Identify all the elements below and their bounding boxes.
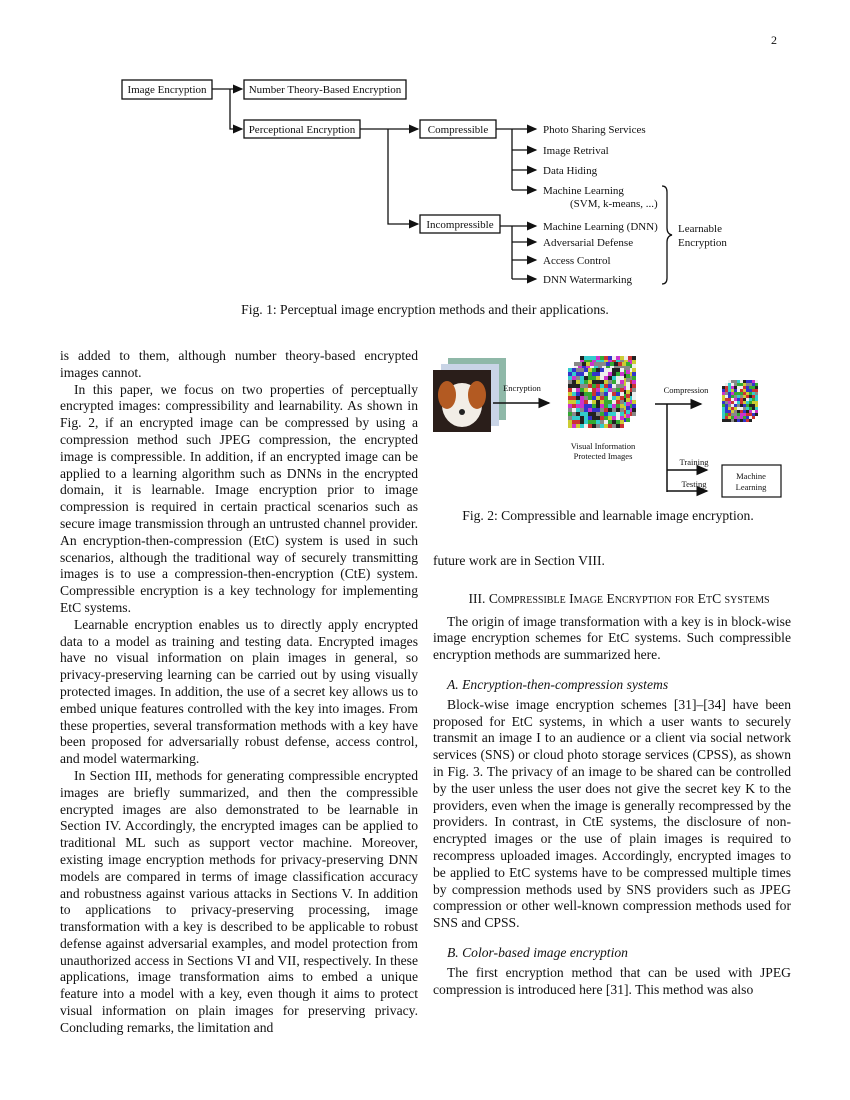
paragraph: Learnable encryption enables us to directly apply encrypted data to a model as training and testing data. Encrypted images have no visual information on plain images in general, so privacy-preserving learning can be carried out by using visually protected images. In addition, the use of a secret key allows us to embed unique features controlled with the key into images. From these properties, several transformation methods with a key have been proposed for adversarially robust defense, access control, and model watermarking. [60,616,418,767]
label-image-encryption: Image Encryption [127,84,207,96]
app-label: Photo Sharing Services [543,124,646,136]
compressed-images-stack [722,380,758,422]
compression-label: Compression [663,385,709,395]
app-label: Machine Learning (DNN) [543,221,658,233]
figure-1-diagram [0,0,850,300]
figure-2-diagram [425,350,795,505]
app-label: Data Hiding [543,165,598,177]
right-column [433,553,791,998]
paragraph: future work are in Section VIII. [433,553,605,568]
plain-images-stack [433,358,506,432]
paragraph: The origin of image transformation with a key is in block-wise image encryption schemes for EtC systems. Such compressible encryption methods are summarized here. [433,613,791,663]
label-number-theory: Number Theory-Based Encryption [248,84,402,96]
section-heading: III. Compressible Image Encryption for EtC systems [468,590,770,606]
ml-label: Machine [736,471,766,481]
app-label: Access Control [543,255,611,267]
paragraph: Block-wise image encryption schemes [31]–[34] have been proposed for EtC systems, in which a user wants to securely transmit an image I to an audience or a client via social network services (SNS) or cloud photo storage services (CPSS), as shown in Fig. 3. The privacy of an image to be shared can be controlled by the user unless the user does not give the secret key K to the providers, even when the image is generally recompressed by the providers. In contrast, in CtE systems, the disclosure of non-encrypted images or the use of plain images is required to recompress uploaded images. Accordingly, encrypted images to be applied to EtC systems have to be compressed multiple times by compression methods used by SNS providers such as JPEG compression or other well-known compression methods used for SNS and CPSS. [433,696,791,931]
app-label: Image Retrival [543,145,609,157]
brace [662,186,672,284]
training-label: Training [679,457,709,467]
app-label: Adversarial Defense [543,237,634,249]
figure-2-caption: Fig. 2: Compressible and learnable image encryption. [462,508,754,523]
paragraph: is added to them, although number theory-based encrypted images cannot. [60,348,418,380]
app-label: Machine Learning [543,185,624,197]
machine-learning-box [722,465,781,497]
connector-arrows [212,89,536,279]
brace-label: Learnable [678,223,722,235]
brace-label: Encryption [678,237,727,249]
paragraph: In Section III, methods for generating compressible encrypted images are briefly summarized, and then the compressible encrypted images are also demonstrated to be learnable in Section IV. Accordingly, the encrypted images can be applied to traditional ML such as support vector machine. Moreover, existing image encryption methods for privacy-preserving DNN models are compared in terms of image classification accuracy and robustness against various attacks in Sections V. In addition to applications to privacy-preserving processing, image transformation with a key is described to be applicable to robust defense against adversarial examples, and model protection from unauthorized access in Sections VI and VII, respectively. In these applications, image transformation aims to embed a unique feature into a model with a key, even though it aims to protect visual information on plain images for preserving privacy. Concluding remarks, the limitation and [60,767,418,1035]
label-compressible: Compressible [427,124,489,136]
left-column [60,348,418,1037]
encrypted-images-stack [568,356,636,428]
label-incompressible: Incompressible [426,219,494,231]
app-label: DNN Watermarking [543,274,633,286]
figure-1-caption: Fig. 1: Perceptual image encryption methods and their applications. [241,302,609,317]
subsection-heading: A. Encryption-then-compression systems [447,676,669,692]
paragraph: In this paper, we focus on two properties of perceptually encrypted images: compressibility and learnability. As shown in Fig. 2, if an encrypted image can be compressed by using a compression method such JPEG compression, the encrypted image is compressible. In addition, if an encrypted image can be applied to a learning algorithm such as DNNs in the encrypted domain, it is learnable. Image encryption prior to image compression is required in certain practical scenarios such as secure image transmission through an untrusted channel provider. An encryption-then-compression (EtC) system is used in such scenarios, although the traditional way of securely transmitting images is to use a compression-then-encryption (CtE) system. Compressible encryption is a key technology for implementing EtC systems. [60,381,418,615]
protected-label: Protected Images [573,451,633,461]
ml-label: Learning [735,482,767,492]
page-number: 2 [771,33,777,47]
app-label: (SVM, k-means, ...) [570,198,658,210]
label-perceptional: Perceptional Encryption [248,124,356,136]
protected-label: Visual Information [570,441,636,451]
subsection-heading: B. Color-based image encryption [447,944,628,960]
testing-label: Testing [681,479,707,489]
paragraph: The first encryption method that can be used with JPEG compression is introduced here [31]. This method was also [433,964,791,997]
encryption-label: Encryption [503,383,541,393]
